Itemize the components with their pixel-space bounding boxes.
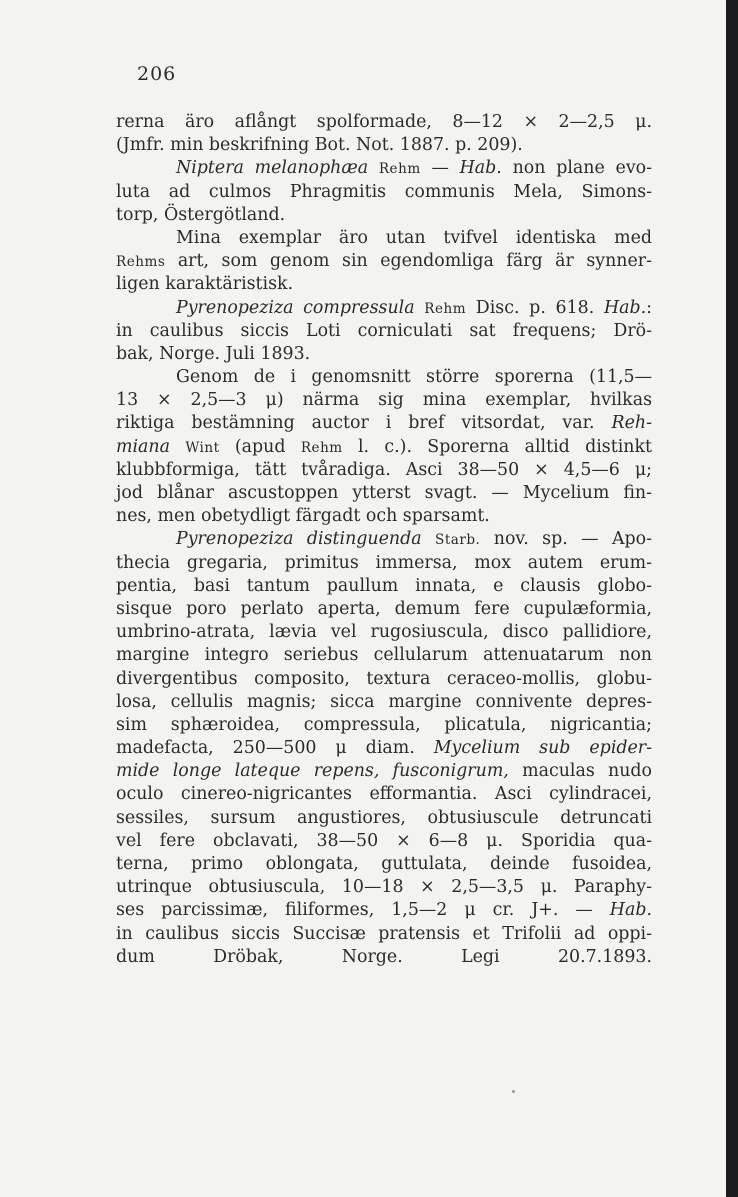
- author-name: Starb.: [435, 532, 481, 549]
- text-line: [116, 737, 652, 760]
- italic-text: Mycelium sub epider-: [433, 738, 652, 759]
- text-line: (Jmfr. min beskrifning Bot. Not. 1887. p. 209).: [116, 135, 523, 156]
- author-name: Rehms: [116, 254, 166, 271]
- italic-text: miana: [116, 436, 170, 457]
- text-line: jod blånar ascustoppen ytterst svagt. — Mycelium fin-: [116, 483, 652, 503]
- text-span: :: [646, 297, 652, 318]
- author-name: Rehm: [300, 439, 343, 456]
- text-line: [116, 250, 652, 273]
- text-span: madefacta, 250—500 μ diam.: [116, 738, 434, 759]
- text-line: klubbformiga, tätt tvåradiga. Asci 38—50 × 4,5—6 μ;: [116, 459, 652, 480]
- italic-text: mide longe lateque repens, fusconigrum,: [116, 761, 509, 782]
- text-span: —: [420, 158, 460, 179]
- text-line: luta ad culmos Phragmitis communis Mela, Simons-: [116, 181, 652, 202]
- text-span: (apud: [219, 436, 301, 457]
- text-line: pentia, basi tantum paullum innata, e clausis globo-: [116, 575, 652, 596]
- text-line: sim sphæroidea, compressula, plicatula, nigricantia;: [116, 714, 652, 735]
- text-line: in caulibus siccis Loti corniculati sat frequens; Drö-: [116, 320, 652, 341]
- body-text: [116, 111, 652, 969]
- text-line: [116, 528, 652, 551]
- italic-text: Reh-: [611, 413, 652, 434]
- text-line: oculo cinereo-nigricantes efformantia. Asci cylindracei,: [116, 784, 652, 805]
- text-span: riktiga bestämning auctor i bref vitsordat, var.: [116, 413, 612, 434]
- text-line: bak, Norge. Juli 1893.: [116, 343, 311, 364]
- text-line: ligen karaktäristisk.: [116, 274, 294, 295]
- author-name: Rehm: [424, 300, 467, 317]
- text-line: vel fere obclavati, 38—50 × 6—8 μ. Sporidia qua-: [116, 830, 652, 851]
- author-name: Wint: [185, 439, 220, 456]
- text-line: [116, 899, 652, 922]
- text-span: ses parcissimæ, filiformes, 1,5—2 μ cr. J+. —: [116, 900, 610, 921]
- text-span: [368, 158, 379, 178]
- page-number: 206: [137, 63, 177, 85]
- text-line: [116, 436, 652, 459]
- text-span: non plane evo-: [501, 158, 652, 179]
- text-line: margine integro seriebus cellularum attenuatarum non: [116, 645, 652, 666]
- text-span: [415, 298, 425, 318]
- text-line: torp, Östergötland.: [116, 204, 286, 225]
- text-line: sisque poro perlato aperta, demum fere cupulæformia,: [116, 598, 652, 619]
- italic-text: Niptera melanophæa: [176, 158, 369, 179]
- text-line: terna, primo oblongata, guttulata, deinde fusoidea,: [116, 854, 652, 874]
- text-line: losa, cellulis magnis; sicca margine connivente depres-: [116, 691, 652, 712]
- text-span: [422, 529, 435, 549]
- text-line: sessiles, sursum angustiores, obtusiuscule detruncati: [116, 807, 652, 828]
- text-span: maculas nudo: [508, 761, 652, 782]
- italic-text: Pyrenopeziza compressula: [176, 297, 415, 318]
- italic-text: Hab.: [459, 158, 502, 179]
- italic-text: Hab.: [609, 900, 652, 921]
- text-span: art, som genom sin egendomliga färg är synner-: [165, 251, 652, 272]
- text-line: thecia gregaria, primitus immersa, mox autem erum-: [116, 552, 652, 573]
- print-speck: [512, 1090, 515, 1093]
- italic-text: Pyrenopeziza distinguenda: [176, 529, 422, 550]
- text-line: Mina exemplar äro utan tvifvel identiska med: [176, 227, 652, 248]
- text-line: [116, 157, 652, 180]
- text-line: [116, 297, 652, 320]
- text-line: umbrino-atrata, lævia vel rugosiuscula, disco pallidiore,: [116, 622, 652, 643]
- italic-text: Hab.: [603, 297, 647, 318]
- text-span: l. c.). Sporerna alltid distinkt: [342, 436, 653, 457]
- text-line: rerna äro aflångt spolformade, 8—12 × 2—2,5 μ.: [116, 112, 652, 132]
- text-line: 13 × 2,5—3 μ) närma sig mina exemplar, hvilkas: [116, 390, 652, 411]
- text-line: dum Dröbak, Norge. Legi 20.7.1893.: [116, 946, 652, 967]
- author-name: Rehm: [378, 161, 421, 178]
- text-span: [170, 437, 185, 457]
- text-line: [116, 412, 652, 435]
- text-span: nov. sp. — Apo-: [480, 529, 652, 550]
- text-span: Disc. p. 618.: [466, 297, 604, 318]
- text-line: in caulibus siccis Succisæ pratensis et Trifolii ad oppi-: [116, 923, 652, 944]
- text-line: Genom de i genomsnitt större sporerna (11,5—: [176, 367, 652, 388]
- text-line: [116, 760, 652, 783]
- text-line: divergentibus composito, textura ceraceo-mollis, globu-: [116, 668, 652, 689]
- text-line: utrinque obtusiuscula, 10—18 × 2,5—3,5 μ. Paraphy-: [116, 877, 652, 898]
- text-line: nes, men obetydligt färgadt och sparsamt.: [116, 506, 490, 527]
